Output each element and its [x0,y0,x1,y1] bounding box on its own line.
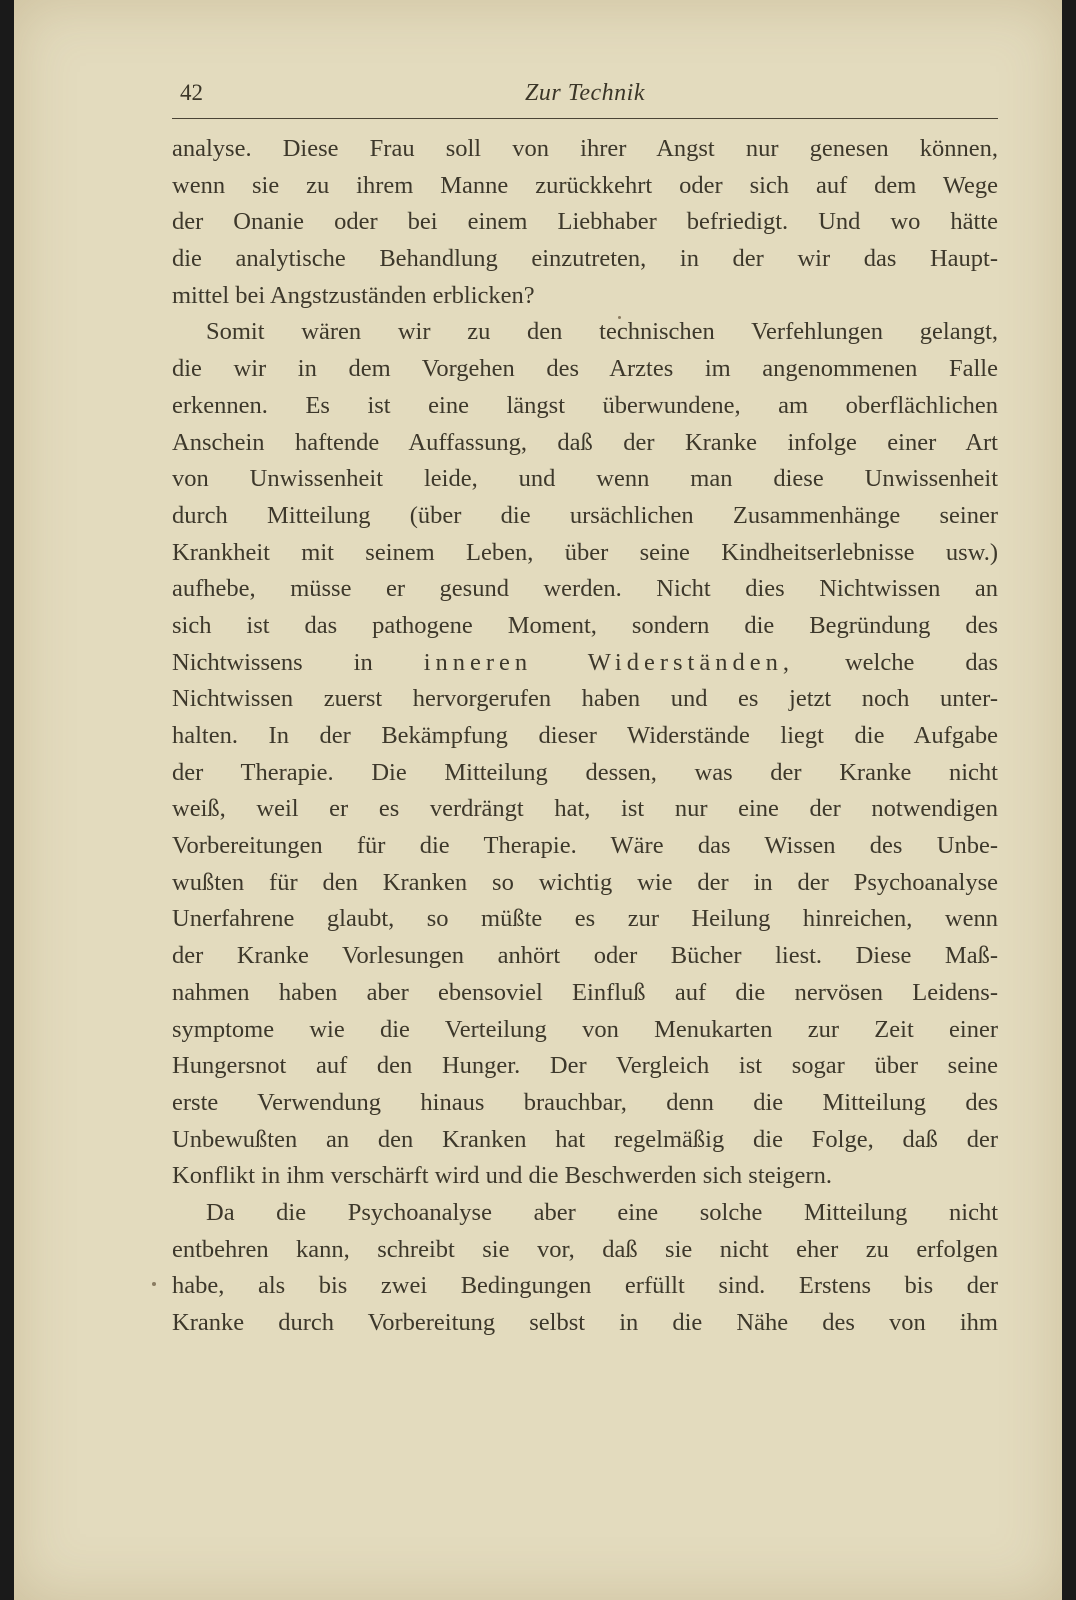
text-line: Unerfahrene glaubt, so müßte es zur Heilung hinreichen, wenn [172,905,998,933]
text-line: durch Mitteilung (über die ursächlichen Zusammenhänge seiner [172,501,998,529]
spaced-emphasis: inneren Widerständen, [423,648,794,676]
text-line: die analytische Behandlung einzutreten, in der wir das Haupt- [172,245,998,273]
text-line: Vorbereitungen für die Therapie. Wäre das Wissen des Unbe- [172,832,998,860]
text-line: Anschein haftende Auffassung, daß der Kranke infolge einer Art [172,428,998,456]
text-line: der Therapie. Die Mitteilung dessen, was der Kranke nicht [172,758,998,786]
text-line: nahmen haben aber ebensoviel Einfluß auf die nervösen Leidens- [172,978,998,1006]
page-number: 42 [180,80,203,105]
text-line: aufhebe, müsse er gesund werden. Nicht dies Nichtwissen an [172,575,998,603]
text-line: erste Verwendung hinaus brauchbar, denn die Mitteilung des [172,1088,998,1116]
text-line: der Kranke Vorlesungen anhört oder Bücher liest. Diese Maß- [172,942,998,970]
text-line: symptome wie die Verteilung von Menukarten zur Zeit einer [172,1015,998,1043]
header-rule [172,118,998,119]
text-line: die wir in dem Vorgehen des Arztes im angenommenen Falle [172,355,998,383]
text-line: Krankheit mit seinem Leben, über seine Kindheitserlebnisse usw.) [172,538,998,566]
spaced-line-after: welche das [844,648,998,676]
text-line: von Unwissenheit leide, und wenn man diese Unwissenheit [172,465,998,493]
text-line: entbehren kann, schreibt sie vor, daß sie nicht eher zu erfolgen [172,1235,998,1263]
text-line: der Onanie oder bei einem Liebhaber befriedigt. Und wo hätte [172,208,998,236]
text-line: erkennen. Es ist eine längst überwundene, am oberflächlichen [172,391,998,419]
text-line: weiß, weil er es verdrängt hat, ist nur eine der notwendigen [172,795,998,823]
paper-speck [152,1282,156,1286]
text-line: habe, als bis zwei Bedingungen erfüllt sind. Erstens bis der [172,1272,998,1300]
text-line: Konflikt in ihm verschärft wird und die Beschwerden sich steigern. [172,1162,832,1190]
text-line-with-spaced-emphasis [172,645,998,682]
text-line: analyse. Diese Frau soll von ihrer Angst nur genesen können, [172,135,998,162]
text-line: wenn sie zu ihrem Manne zurückkehrt oder sich auf dem Wege [172,171,998,199]
text-line: Nichtwissen zuerst hervorgerufen haben und es jetzt noch unter- [172,685,998,713]
text-line: Unbewußten an den Kranken hat regelmäßig die Folge, daß der [172,1125,998,1153]
body-text [172,131,998,1342]
text-line: Hungersnot auf den Hunger. Der Vergleich ist sogar über seine [172,1052,998,1080]
text-line: wußten für den Kranken so wichtig wie der in der Psychoanalyse [172,868,998,896]
spaced-line-before: Nichtwissens in [172,648,373,676]
text-line: halten. In der Bekämpfung dieser Widerstände liegt die Aufgabe [172,722,998,749]
paragraph-1 [172,131,998,314]
paragraph-2 [172,314,998,1195]
page-header [172,76,998,116]
text-line: Da die Psychoanalyse aber eine solche Mitteilung nicht [206,1198,998,1226]
text-line: Somit wären wir zu den technischen Verfehlungen gelangt, [206,318,998,346]
paragraph-3 [172,1195,998,1342]
text-line: mittel bei Angstzuständen erblicken? [172,281,535,309]
text-line: Kranke durch Vorbereitung selbst in die Nähe des von ihm [172,1309,998,1336]
running-title: Zur Technik [525,80,645,106]
text-line: sich ist das pathogene Moment, sondern die Begründung des [172,611,998,639]
